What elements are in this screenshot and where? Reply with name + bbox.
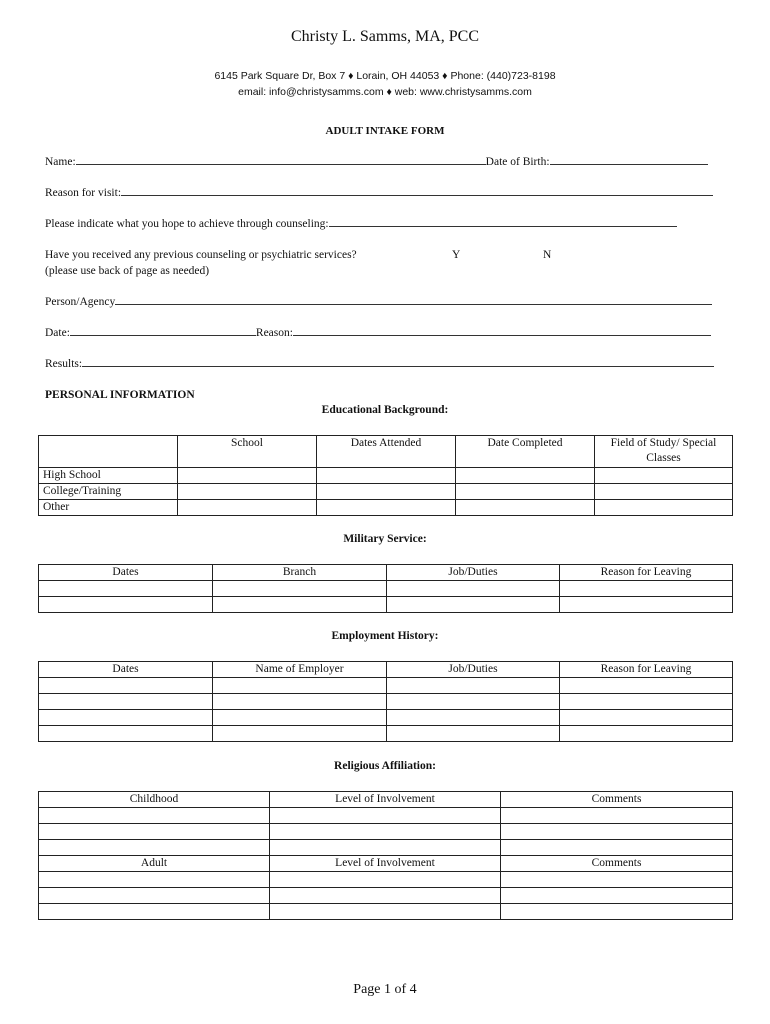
table-header-row xyxy=(39,856,733,872)
table-header-row xyxy=(39,436,733,468)
table-cell[interactable] xyxy=(387,678,560,694)
table-row xyxy=(39,888,733,904)
dob-field[interactable] xyxy=(550,163,708,165)
table-cell[interactable] xyxy=(387,710,560,726)
table-cell[interactable] xyxy=(387,694,560,710)
table-cell[interactable] xyxy=(39,840,270,856)
name-label: Name: xyxy=(45,156,76,168)
dob-label: Date of Birth: xyxy=(485,156,550,168)
table-cell[interactable] xyxy=(39,808,270,824)
table-cell[interactable] xyxy=(560,694,733,710)
column-header: Reason for Leaving xyxy=(560,662,733,678)
hope-field[interactable] xyxy=(329,225,677,227)
table-header-row xyxy=(39,662,733,678)
page-number: Page 1 of 4 xyxy=(353,982,417,997)
table-cell[interactable] xyxy=(213,581,387,597)
table-row xyxy=(39,808,733,824)
column-header xyxy=(39,436,178,468)
column-header: Dates xyxy=(39,662,213,678)
person-field[interactable] xyxy=(115,303,712,305)
table-cell[interactable] xyxy=(39,710,213,726)
date-reason-row xyxy=(45,327,711,339)
employment-table xyxy=(38,661,733,742)
date-field[interactable] xyxy=(70,334,256,336)
table-row xyxy=(39,500,733,516)
column-header: Branch xyxy=(213,565,387,581)
person-label: Person/Agency xyxy=(45,296,116,308)
table-cell[interactable] xyxy=(39,694,213,710)
reason-field[interactable] xyxy=(121,194,713,196)
address-line: 6145 Park Square Dr, Box 7 ♦ Lorain, OH 44053 ♦ Phone: (440)723-8198 xyxy=(214,70,556,82)
practitioner-name: Christy L. Samms, MA, PCC xyxy=(290,28,480,45)
education-title: Educational Background: xyxy=(321,404,449,416)
table-cell[interactable] xyxy=(387,726,560,742)
column-header: Childhood xyxy=(39,792,270,808)
table-cell[interactable] xyxy=(213,694,387,710)
table-row xyxy=(39,904,733,920)
row-label: College/Training xyxy=(39,484,178,500)
table-cell[interactable] xyxy=(560,581,733,597)
table-cell[interactable] xyxy=(595,500,733,516)
column-header: Reason for Leaving xyxy=(560,565,733,581)
table-cell[interactable] xyxy=(39,872,270,888)
table-row xyxy=(39,678,733,694)
table-cell[interactable] xyxy=(178,484,317,500)
person-row xyxy=(45,296,712,308)
hope-label: Please indicate what you hope to achieve through counseling: xyxy=(45,218,329,230)
column-header: Comments xyxy=(501,792,733,808)
employment-title: Employment History: xyxy=(331,630,439,642)
table-row xyxy=(39,484,733,500)
table-cell[interactable] xyxy=(456,484,595,500)
form-title: ADULT INTAKE FORM xyxy=(325,125,445,137)
military-title: Military Service: xyxy=(343,533,427,545)
table-cell[interactable] xyxy=(387,581,560,597)
table-row xyxy=(39,872,733,888)
table-cell[interactable] xyxy=(39,678,213,694)
row-label: High School xyxy=(39,468,178,484)
table-cell[interactable] xyxy=(39,597,213,613)
name-field[interactable] xyxy=(76,163,486,165)
column-header: Date Completed xyxy=(456,436,595,468)
table-cell[interactable] xyxy=(39,888,270,904)
reason2-label: Reason: xyxy=(255,327,293,339)
table-cell[interactable] xyxy=(456,500,595,516)
column-header: Dates xyxy=(39,565,213,581)
table-cell[interactable] xyxy=(270,888,501,904)
reason-row xyxy=(45,187,713,199)
table-cell[interactable] xyxy=(560,710,733,726)
column-header: Field of Study/ Special Classes xyxy=(595,436,733,468)
table-cell[interactable] xyxy=(560,726,733,742)
table-cell[interactable] xyxy=(595,468,733,484)
contact-line: email: info@christysamms.com ♦ web: www.christysamms.com xyxy=(238,86,532,98)
column-header: Comments xyxy=(501,856,733,872)
table-cell[interactable] xyxy=(270,904,501,920)
table-cell[interactable] xyxy=(501,888,733,904)
table-cell[interactable] xyxy=(387,597,560,613)
back-note: (please use back of page as needed) xyxy=(45,265,210,277)
table-row xyxy=(39,468,733,484)
results-row xyxy=(45,358,714,370)
religion-title: Religious Affiliation: xyxy=(334,760,436,772)
personal-info-heading: PERSONAL INFORMATION xyxy=(45,389,195,401)
table-cell[interactable] xyxy=(501,904,733,920)
name-row xyxy=(45,156,708,168)
table-cell[interactable] xyxy=(213,597,387,613)
education-table xyxy=(38,435,733,516)
column-header: Level of Involvement xyxy=(270,792,501,808)
table-row xyxy=(39,597,733,613)
table-header-row xyxy=(39,565,733,581)
table-cell[interactable] xyxy=(39,824,270,840)
table-cell[interactable] xyxy=(501,808,733,824)
table-cell[interactable] xyxy=(560,678,733,694)
column-header: Adult xyxy=(39,856,270,872)
table-row xyxy=(39,694,733,710)
yes-option[interactable]: Y xyxy=(452,249,461,261)
table-cell[interactable] xyxy=(595,484,733,500)
results-field[interactable] xyxy=(82,365,714,367)
table-row xyxy=(39,840,733,856)
table-row xyxy=(39,726,733,742)
table-cell[interactable] xyxy=(39,581,213,597)
table-cell[interactable] xyxy=(456,468,595,484)
table-cell[interactable] xyxy=(270,808,501,824)
table-cell[interactable] xyxy=(270,872,501,888)
table-cell[interactable] xyxy=(560,597,733,613)
table-cell[interactable] xyxy=(270,824,501,840)
row-label: Other xyxy=(39,500,178,516)
previous-question: Have you received any previous counseling or psychiatric services? xyxy=(45,249,357,261)
table-cell[interactable] xyxy=(39,726,213,742)
table-cell[interactable] xyxy=(213,678,387,694)
column-header: Job/Duties xyxy=(387,662,560,678)
military-table xyxy=(38,564,733,613)
date-label: Date: xyxy=(45,327,70,339)
table-cell[interactable] xyxy=(317,484,456,500)
religion-table xyxy=(38,791,733,920)
column-header: Name of Employer xyxy=(213,662,387,678)
table-cell[interactable] xyxy=(501,872,733,888)
table-cell[interactable] xyxy=(317,468,456,484)
table-cell[interactable] xyxy=(501,840,733,856)
table-cell[interactable] xyxy=(178,468,317,484)
hope-row xyxy=(45,218,677,230)
column-header: Level of Involvement xyxy=(270,856,501,872)
no-option[interactable]: N xyxy=(543,249,552,261)
reason2-field[interactable] xyxy=(293,334,711,336)
table-header-row xyxy=(39,792,733,808)
table-cell[interactable] xyxy=(213,710,387,726)
table-cell[interactable] xyxy=(317,500,456,516)
column-header: School xyxy=(178,436,317,468)
table-cell[interactable] xyxy=(270,840,501,856)
results-label: Results: xyxy=(45,358,83,370)
table-cell[interactable] xyxy=(178,500,317,516)
table-cell[interactable] xyxy=(213,726,387,742)
column-header: Job/Duties xyxy=(387,565,560,581)
table-cell[interactable] xyxy=(501,824,733,840)
table-row xyxy=(39,710,733,726)
column-header: Dates Attended xyxy=(317,436,456,468)
table-cell[interactable] xyxy=(39,904,270,920)
table-row xyxy=(39,581,733,597)
table-row xyxy=(39,824,733,840)
reason-label: Reason for visit: xyxy=(45,187,122,199)
